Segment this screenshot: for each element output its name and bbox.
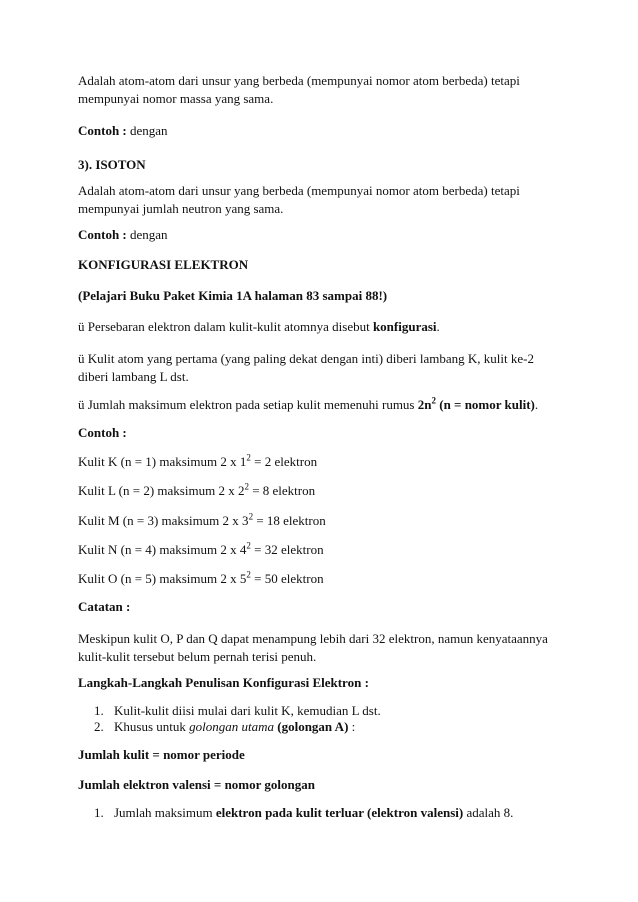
example-line-2: Contoh : dengan — [78, 227, 168, 242]
kulit-line: Kulit M (n = 3) maksimum 2 x $3^2 = 18$ elektron — [78, 511, 326, 528]
jumlah-kulit-line: Jumlah kulit = nomor periode — [78, 747, 245, 762]
bullet-kulit-atom: ü Kulit atom yang pertama (yang paling dekat dengan inti) diberi lambang K, kulit ke-2 diberi lambang L dst. — [78, 351, 534, 384]
heading-konfigurasi: KONFIGURASI ELEKTRON — [78, 257, 249, 272]
bullet-persebaran: ü Persebaran elektron dalam kulit-kulit atomnya disebut konfigurasi. — [78, 319, 440, 334]
jumlah-valensi-line: Jumlah elektron valensi = nomor golongan — [78, 777, 315, 792]
paragraph-isoton-definition: Adalah atom-atom dari unsur yang berbeda (mempunyai nomor atom berbeda) tetapi mempunyai jumlah neutron yang sama. — [78, 183, 520, 216]
paragraph-catatan: Meskipun kulit O, P dan Q dapat menampung lebih dari 32 elektron, namun kenyataannya kulit-kulit tersebut belum pernah terisi penuh. — [78, 631, 548, 664]
bullet-jumlah-maksimum: ü Jumlah maksimum elektron pada setiap kulit memenuhi rumus $2n^2$ (n = nomor kulit). — [78, 395, 539, 412]
paragraph-isobar-definition: Adalah atom-atom dari unsur yang berbeda (mempunyai nomor atom berbeda) tetapi mempunyai nomor massa yang sama. — [78, 73, 520, 106]
kulit-line: Kulit K (n = 1) maksimum 2 x $1^2 = 2$ elektron — [78, 452, 318, 469]
heading-isoton: 3). ISOTON — [78, 157, 146, 172]
list-item: 1. Kulit-kulit diisi mulai dari kulit K, kemudian L dst. — [94, 703, 381, 718]
kulit-line: Kulit O (n = 5) maksimum 2 x $5^2 = 50$ elektron — [78, 569, 324, 586]
heading-langkah: Langkah-Langkah Penulisan Konfigurasi Elektron : — [78, 675, 369, 690]
example-line-3: Contoh : — [78, 425, 127, 440]
kulit-line: Kulit N (n = 4) maksimum 2 x $4^2 = 32$ elektron — [78, 540, 324, 557]
kulit-line: Kulit L (n = 2) maksimum 2 x $2^2 = 8$ elektron — [78, 481, 316, 498]
list-item: 1. Jumlah maksimum elektron pada kulit terluar (elektron valensi) adalah 8. — [94, 805, 514, 820]
example-line-1: Contoh : dengan — [78, 123, 168, 138]
heading-catatan: Catatan : — [78, 599, 131, 614]
heading-pelajari: (Pelajari Buku Paket Kimia 1A halaman 83 sampai 88!) — [78, 288, 388, 303]
list-item: 2. Khusus untuk golongan utama (golongan A) : — [94, 719, 356, 734]
